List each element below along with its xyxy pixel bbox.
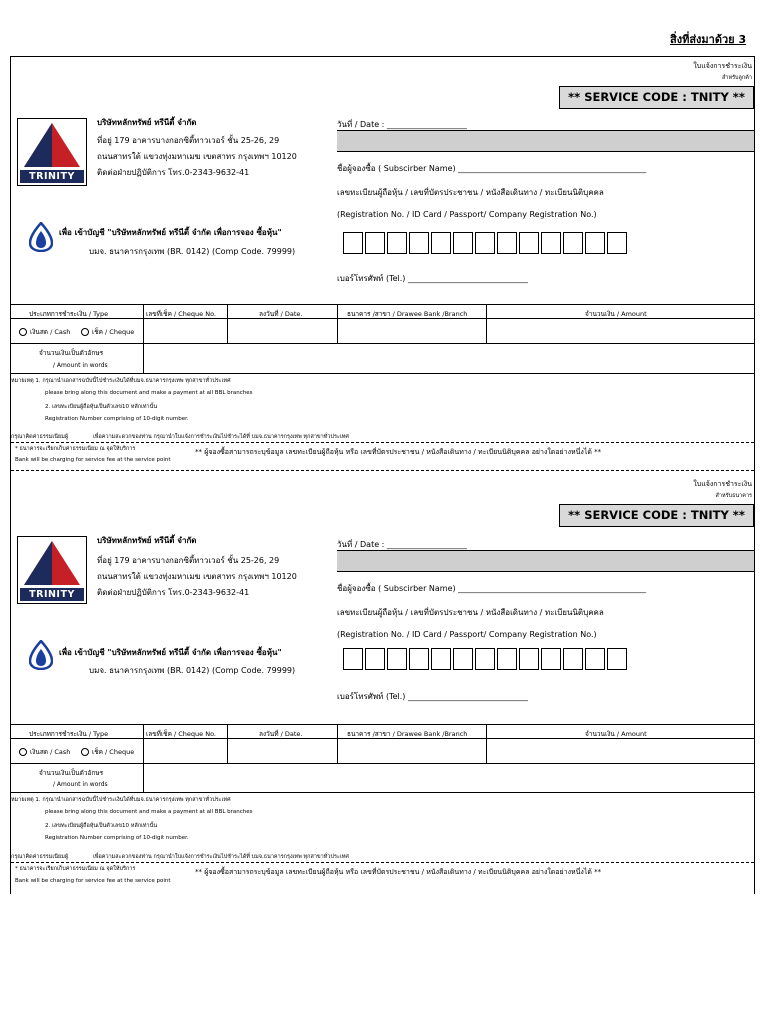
- remark-line-2-en: Registration Number comprising of 10-digit number.: [45, 835, 189, 841]
- registration-label-en: (Registration No. / ID Card / Passport/ Company Registration No.): [337, 210, 597, 219]
- company-address-1: ที่อยู่ 179 อาคารบางกอกซิตี้ทาวเวอร์ ชั้น 25-26, 29: [97, 556, 280, 565]
- table-divider: [486, 304, 487, 343]
- company-address-1: ที่อยู่ 179 อาคารบางกอกซิตี้ทาวเวอร์ ชั้น 25-26, 29: [97, 136, 280, 145]
- header-date: ลงวันที่ / Date.: [259, 730, 303, 738]
- company-logo: [17, 536, 87, 604]
- company-name: บริษัทหลักทรัพย์ ทรีนีตี้ จำกัด: [97, 536, 197, 545]
- registration-label-th: เลขทะเบียนผู้ถือหุ้น / เลขที่บัตรประชาชน / หนังสือเดินทาง / ทะเบียนนิติบุคคล: [337, 608, 604, 617]
- fee-note-th: * ธนาคารจะเรียกเก็บค่าธรรมเนียม ณ จุดให้บริการ: [15, 446, 136, 452]
- slip-top-border: [11, 56, 754, 57]
- cheque-radio-icon[interactable]: [81, 328, 89, 336]
- slip-title: ใบแจ้งการชำระเงิน: [693, 480, 752, 488]
- registration-number-boxes[interactable]: [343, 232, 627, 254]
- amount-words-line: [11, 373, 754, 374]
- date-field[interactable]: วันที่ / Date : ____________________: [337, 540, 467, 549]
- remark-line-2: 2. เลขทะเบียนผู้ถือหุ้นเป็นตัวเลข10 หลักเท่านั้น: [45, 823, 158, 829]
- amount-words-label-th: จำนวนเงินเป็นตัวอักษร: [39, 769, 104, 777]
- table-divider: [227, 724, 228, 763]
- remark-line-1-en: please bring along this document and make a payment at all BBL branches: [45, 809, 253, 815]
- amount-words-label-th: จำนวนเงินเป็นตัวอักษร: [39, 349, 104, 357]
- table-row-line: [11, 763, 754, 764]
- cheque-label: เช็ค / Cheque: [92, 328, 135, 336]
- table-row-line: [11, 343, 754, 344]
- table-divider: [227, 304, 228, 343]
- cash-option[interactable]: [19, 327, 70, 337]
- notes-dashed-line: [11, 442, 754, 443]
- logo-text: TRINITY: [20, 170, 84, 183]
- slip-title: ใบแจ้งการชำระเงิน: [693, 62, 752, 70]
- company-logo: [17, 118, 87, 186]
- table-divider: [143, 724, 144, 792]
- cheque-option[interactable]: [81, 747, 134, 757]
- remark-line-1: หมายเหตุ 1. กรุณานำเอกสารฉบับนี้ไปชำระเงินได้ที่บมจ.ธนาคารกรุงเทพ ทุกสาขาทั่วประเทศ: [11, 378, 231, 384]
- fee-note-th: * ธนาคารจะเรียกเก็บค่าธรรมเนียม ณ จุดให้บริการ: [15, 866, 136, 872]
- cash-option[interactable]: [19, 747, 70, 757]
- header-amount: จำนวนเงิน / Amount: [585, 730, 647, 738]
- registration-label-en: (Registration No. / ID Card / Passport/ Company Registration No.): [337, 630, 597, 639]
- company-contact: ติดต่อฝ่ายปฏิบัติการ โทร.0-2343-9632-41: [97, 168, 250, 177]
- remark-line-1-en: please bring along this document and make a payment at all BBL branches: [45, 390, 253, 396]
- remark-line-2-en: Registration Number comprising of 10-digit number.: [45, 416, 189, 422]
- attachment-label: สิ่งที่ส่งมาด้วย 3: [670, 33, 747, 46]
- cheque-label: เช็ค / Cheque: [92, 748, 135, 756]
- bangkok-bank-logo-icon: [29, 640, 53, 670]
- gray-band: [337, 130, 754, 152]
- table-divider: [143, 304, 144, 373]
- company-name: บริษัทหลักทรัพย์ ทรีนีตี้ จำกัด: [97, 118, 197, 127]
- service-code-box: ** SERVICE CODE : TNITY **: [559, 504, 754, 527]
- table-top-line: [11, 304, 754, 305]
- slip-bottom-dashed: [11, 470, 754, 471]
- bangkok-bank-logo-icon: [29, 222, 53, 252]
- account-line-1: เพื่อ เข้าบัญชี "บริษัทหลักทรัพย์ ทรีนีตี้ จำกัด เพื่อการจอง ซื้อหุ้น": [59, 648, 282, 657]
- table-top-line: [11, 724, 754, 725]
- cash-radio-icon[interactable]: [19, 328, 27, 336]
- slip-copy-label: สำหรับลูกค้า: [722, 75, 752, 81]
- header-cheque-no: เลขที่เช็ค / Cheque No.: [146, 310, 216, 318]
- registration-number-boxes[interactable]: [343, 648, 627, 670]
- fee-convenience-note: เพื่อความสะดวกของท่าน กรุณานำใบแจ้งการชำระเงินไปชำระได้ที่ บมจ.ธนาคารกรุงเทพ ทุกสาขาทั่วประเทศ: [93, 854, 349, 860]
- cheque-option[interactable]: [81, 327, 134, 337]
- table-divider: [337, 304, 338, 343]
- header-type: ประเภทการชำระเงิน / Type: [29, 310, 109, 318]
- account-line-2: บมจ. ธนาคารกรุงเทพ (BR. 0142) (Comp Code. 79999): [89, 247, 296, 256]
- gray-band: [337, 550, 754, 572]
- subscriber-name-field[interactable]: ชื่อผู้จองซื้อ ( Subscirber Name) _______________________________________________: [337, 584, 647, 593]
- payment-slip-bank: [10, 474, 755, 894]
- cash-label: เงินสด / Cash: [30, 748, 71, 756]
- header-amount: จำนวนเงิน / Amount: [585, 310, 647, 318]
- table-divider: [486, 724, 487, 763]
- telephone-field[interactable]: เบอร์โทรศัพท์ (Tel.) ______________________________: [337, 692, 528, 701]
- remark-line-2: 2. เลขทะเบียนผู้ถือหุ้นเป็นตัวเลข10 หลักเท่านั้น: [45, 404, 158, 410]
- subscriber-name-field[interactable]: ชื่อผู้จองซื้อ ( Subscirber Name) _______________________________________________: [337, 164, 647, 173]
- amount-words-label-en: / Amount in words: [53, 362, 108, 369]
- account-line-2: บมจ. ธนาคารกรุงเทพ (BR. 0142) (Comp Code. 79999): [89, 666, 296, 675]
- fee-note-en: Bank will be charging for service fee at the service point: [15, 457, 171, 463]
- cash-radio-icon[interactable]: [19, 748, 27, 756]
- telephone-field[interactable]: เบอร์โทรศัพท์ (Tel.) ______________________________: [337, 274, 528, 283]
- fee-label: กรุณาคิดค่าธรรมเนียมผู้: [11, 854, 69, 860]
- subscriber-info-note: ** ผู้จองซื้อสามารถระบุข้อมูล เลขทะเบียนผู้ถือหุ้น หรือ เลขที่บัตรประชาชน / หนังสือเดินทาง / ทะเบียนนิติบุคคล อย่างใดอย่างหนึ่งได้ **: [195, 868, 602, 876]
- fee-note-en: Bank will be charging for service fee at the service point: [15, 878, 171, 884]
- logo-triangle-icon: [18, 537, 86, 587]
- cash-label: เงินสด / Cash: [30, 328, 71, 336]
- company-contact: ติดต่อฝ่ายปฏิบัติการ โทร.0-2343-9632-41: [97, 588, 250, 597]
- logo-text: TRINITY: [20, 588, 84, 601]
- remark-line-1: หมายเหตุ 1. กรุณานำเอกสารฉบับนี้ไปชำระเงินได้ที่บมจ.ธนาคารกรุงเทพ ทุกสาขาทั่วประเทศ: [11, 797, 231, 803]
- registration-label-th: เลขทะเบียนผู้ถือหุ้น / เลขที่บัตรประชาชน / หนังสือเดินทาง / ทะเบียนนิติบุคคล: [337, 188, 604, 197]
- amount-words-line: [11, 792, 754, 793]
- header-bank-branch: ธนาคาร /สาขา / Drawee Bank /Branch: [347, 730, 468, 738]
- cheque-radio-icon[interactable]: [81, 748, 89, 756]
- account-line-1: เพื่อ เข้าบัญชี "บริษัทหลักทรัพย์ ทรีนีตี้ จำกัด เพื่อการจอง ซื้อหุ้น": [59, 228, 282, 237]
- header-type: ประเภทการชำระเงิน / Type: [29, 730, 109, 738]
- logo-triangle-icon: [18, 119, 86, 169]
- header-cheque-no: เลขที่เช็ค / Cheque No.: [146, 730, 216, 738]
- payment-slip-customer: [10, 56, 755, 474]
- header-date: ลงวันที่ / Date.: [259, 310, 303, 318]
- subscriber-info-note: ** ผู้จองซื้อสามารถระบุข้อมูล เลขทะเบียนผู้ถือหุ้น หรือ เลขที่บัตรประชาชน / หนังสือเดินทาง / ทะเบียนนิติบุคคล อย่างใดอย่างหนึ่งได้ **: [195, 448, 602, 456]
- amount-words-label-en: / Amount in words: [53, 781, 108, 788]
- slip-copy-label: สำหรับธนาคาร: [715, 493, 752, 499]
- service-code-box: ** SERVICE CODE : TNITY **: [559, 86, 754, 109]
- notes-dashed-line: [11, 862, 754, 863]
- fee-convenience-note: เพื่อความสะดวกของท่าน กรุณานำใบแจ้งการชำระเงินไปชำระได้ที่ บมจ.ธนาคารกรุงเทพ ทุกสาขาทั่วประเทศ: [93, 434, 349, 440]
- date-field[interactable]: วันที่ / Date : ____________________: [337, 120, 467, 129]
- company-address-2: ถนนสาทรใต้ แขวงทุ่งมหาเมฆ เขตสาทร กรุงเทพฯ 10120: [97, 572, 297, 581]
- table-divider: [337, 724, 338, 763]
- company-address-2: ถนนสาทรใต้ แขวงทุ่งมหาเมฆ เขตสาทร กรุงเทพฯ 10120: [97, 152, 297, 161]
- fee-label: กรุณาคิดค่าธรรมเนียมผู้: [11, 434, 69, 440]
- header-bank-branch: ธนาคาร /สาขา / Drawee Bank /Branch: [347, 310, 468, 318]
